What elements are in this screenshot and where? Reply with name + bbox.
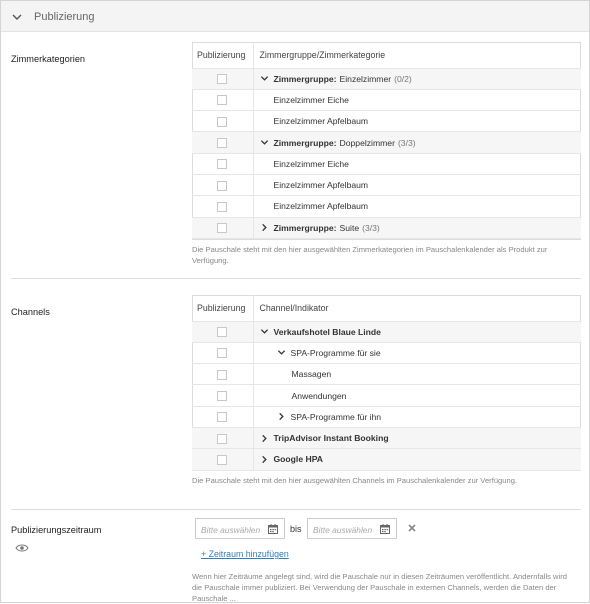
publish-cell xyxy=(192,111,253,132)
name-cell xyxy=(253,132,581,153)
row-content xyxy=(254,138,582,148)
zeitraum-label: Publizierungszeitraum xyxy=(11,525,102,535)
chevron-right-icon[interactable] xyxy=(260,433,270,443)
publish-cell xyxy=(192,153,253,174)
zimmer-note: Die Pauschale steht mit den hier ausgewählten Zimmerkategorien im Pauschalenkalender als Produkt zur Verfügung. xyxy=(192,245,548,265)
publish-cell xyxy=(192,132,253,153)
chevron-right-icon[interactable] xyxy=(277,412,287,422)
row-content xyxy=(254,454,582,464)
group-name: Doppelzimmer xyxy=(339,137,395,148)
room-name: Einzelzimmer Apfelbaum xyxy=(273,180,369,191)
publish-checkbox[interactable] xyxy=(217,223,227,233)
row-content xyxy=(254,369,582,379)
group-name: Einzelzimmer xyxy=(339,73,392,84)
channel-row xyxy=(192,321,581,342)
col-header-publizierung: Publizierung xyxy=(192,295,253,321)
close-icon[interactable] xyxy=(407,523,417,533)
chevron-down-icon[interactable] xyxy=(277,348,287,358)
publish-checkbox[interactable] xyxy=(217,434,227,444)
section-header[interactable] xyxy=(1,1,589,32)
row-content xyxy=(254,433,582,443)
row-content xyxy=(254,116,582,126)
group-prefix: Zimmergruppe: xyxy=(273,73,337,84)
group-row xyxy=(192,132,581,153)
group-row xyxy=(192,217,581,238)
channel-name: Verkaufshotel Blaue Linde xyxy=(273,326,381,337)
date-to-input[interactable] xyxy=(307,518,397,539)
publish-checkbox[interactable] xyxy=(217,327,227,337)
add-zeitraum-link[interactable]: + Zeitraum hinzufügen xyxy=(201,549,289,559)
table-row xyxy=(192,153,581,174)
publish-cell xyxy=(192,427,253,448)
channel-name: Google HPA xyxy=(273,454,323,465)
publish-checkbox[interactable] xyxy=(217,138,227,148)
channel-row xyxy=(192,449,581,470)
name-cell xyxy=(253,174,581,195)
row-content xyxy=(254,391,582,401)
col-header-channel: Channel/Indikator xyxy=(253,295,581,321)
publish-cell xyxy=(192,406,253,427)
publish-cell xyxy=(192,449,253,470)
table-row xyxy=(192,174,581,195)
row-content xyxy=(254,327,582,337)
chevron-down-icon[interactable] xyxy=(260,74,270,84)
indicator-name: SPA-Programme für ihn xyxy=(290,411,382,422)
table-row xyxy=(192,196,581,217)
publish-checkbox[interactable] xyxy=(217,202,227,212)
name-cell xyxy=(253,217,581,238)
group-name: Suite xyxy=(339,222,360,233)
name-cell xyxy=(253,68,581,89)
publish-checkbox[interactable] xyxy=(217,455,227,465)
row-content xyxy=(254,348,582,358)
name-cell xyxy=(253,364,581,385)
indicator-name: SPA-Programme für sie xyxy=(290,347,381,358)
chevron-right-icon[interactable] xyxy=(260,223,270,233)
group-count: (0/2) xyxy=(394,73,412,84)
indicator-row xyxy=(192,406,581,427)
chevron-right-icon[interactable] xyxy=(260,454,270,464)
table-row xyxy=(192,89,581,110)
publish-checkbox[interactable] xyxy=(217,412,227,422)
publish-cell xyxy=(192,217,253,238)
indicator-name: Anwendungen xyxy=(291,390,347,401)
publish-checkbox[interactable] xyxy=(217,159,227,169)
publish-checkbox[interactable] xyxy=(217,74,227,84)
eye-icon[interactable] xyxy=(15,543,29,553)
publish-checkbox[interactable] xyxy=(217,181,227,191)
room-name: Einzelzimmer Apfelbaum xyxy=(273,201,369,212)
chevron-down-icon[interactable] xyxy=(260,327,270,337)
room-name: Einzelzimmer Apfelbaum xyxy=(273,116,369,127)
indicator-row xyxy=(192,342,581,363)
name-cell xyxy=(253,196,581,217)
row-content xyxy=(254,223,582,233)
name-cell xyxy=(253,427,581,448)
row-content xyxy=(254,74,582,84)
publish-checkbox[interactable] xyxy=(217,348,227,358)
calendar-icon[interactable] xyxy=(380,524,390,534)
row-content xyxy=(254,159,582,169)
publish-cell xyxy=(192,321,253,342)
publish-cell xyxy=(192,89,253,110)
publish-checkbox[interactable] xyxy=(217,95,227,105)
group-row xyxy=(192,68,581,89)
publish-checkbox[interactable] xyxy=(217,117,227,127)
publish-cell xyxy=(192,174,253,195)
name-cell xyxy=(253,449,581,470)
section-title: Publizierung xyxy=(34,11,95,23)
date-from-placeholder: Bitte auswählen xyxy=(201,525,261,535)
date-from-input[interactable] xyxy=(195,518,285,539)
bis-label: bis xyxy=(290,524,302,534)
channels-note: Die Pauschale steht mit den hier ausgewählten Channels im Pauschalenkalender zur Verfügung. xyxy=(192,476,518,485)
chevron-down-icon[interactable] xyxy=(11,11,23,23)
publish-cell xyxy=(192,68,253,89)
indicator-row xyxy=(192,385,581,406)
row-content xyxy=(254,201,582,211)
name-cell xyxy=(253,406,581,427)
group-prefix: Zimmergruppe: xyxy=(273,137,337,148)
channel-row xyxy=(192,427,581,448)
chevron-down-icon[interactable] xyxy=(260,138,270,148)
group-prefix: Zimmergruppe: xyxy=(273,222,337,233)
indicator-name: Massagen xyxy=(291,369,332,380)
publish-cell xyxy=(192,364,253,385)
publish-checkbox[interactable] xyxy=(217,391,227,401)
date-to-placeholder: Bitte auswählen xyxy=(313,525,373,535)
zimmerkategorien-label: Zimmerkategorien xyxy=(11,54,86,64)
group-count: (3/3) xyxy=(362,222,380,233)
zeitraum-note: Wenn hier Zeiträume angelegt sind, wird die Pauschale nur in diesen Zeiträumen veröffentlicht. Andernfalls wird die Pauschale immer publiziert. Bei Verwendung der Pauschale in externen Channels, werden die Daten der Pauschale ... xyxy=(192,572,567,603)
room-name: Einzelzimmer Eiche xyxy=(273,158,349,169)
name-cell xyxy=(253,89,581,110)
publish-cell xyxy=(192,196,253,217)
divider xyxy=(11,509,581,510)
name-cell xyxy=(253,321,581,342)
publish-cell xyxy=(192,342,253,363)
name-cell xyxy=(253,153,581,174)
calendar-icon[interactable] xyxy=(268,524,278,534)
channels-table xyxy=(192,295,581,471)
col-header-zimmergruppe: Zimmergruppe/Zimmerkategorie xyxy=(253,42,581,68)
publish-checkbox[interactable] xyxy=(217,370,227,380)
channels-label: Channels xyxy=(11,307,50,317)
zimmer-table xyxy=(192,42,581,239)
name-cell xyxy=(253,111,581,132)
group-count: (3/3) xyxy=(397,137,416,148)
name-cell xyxy=(253,342,581,363)
row-content xyxy=(254,95,582,105)
divider xyxy=(11,278,581,279)
col-header-publizierung: Publizierung xyxy=(192,42,253,68)
row-content xyxy=(254,412,582,422)
publish-cell xyxy=(192,385,253,406)
channel-name: TripAdvisor Instant Booking xyxy=(273,433,389,444)
indicator-row xyxy=(192,364,581,385)
name-cell xyxy=(253,385,581,406)
table-row xyxy=(192,111,581,132)
row-content xyxy=(254,180,582,190)
room-name: Einzelzimmer Eiche xyxy=(273,94,349,105)
